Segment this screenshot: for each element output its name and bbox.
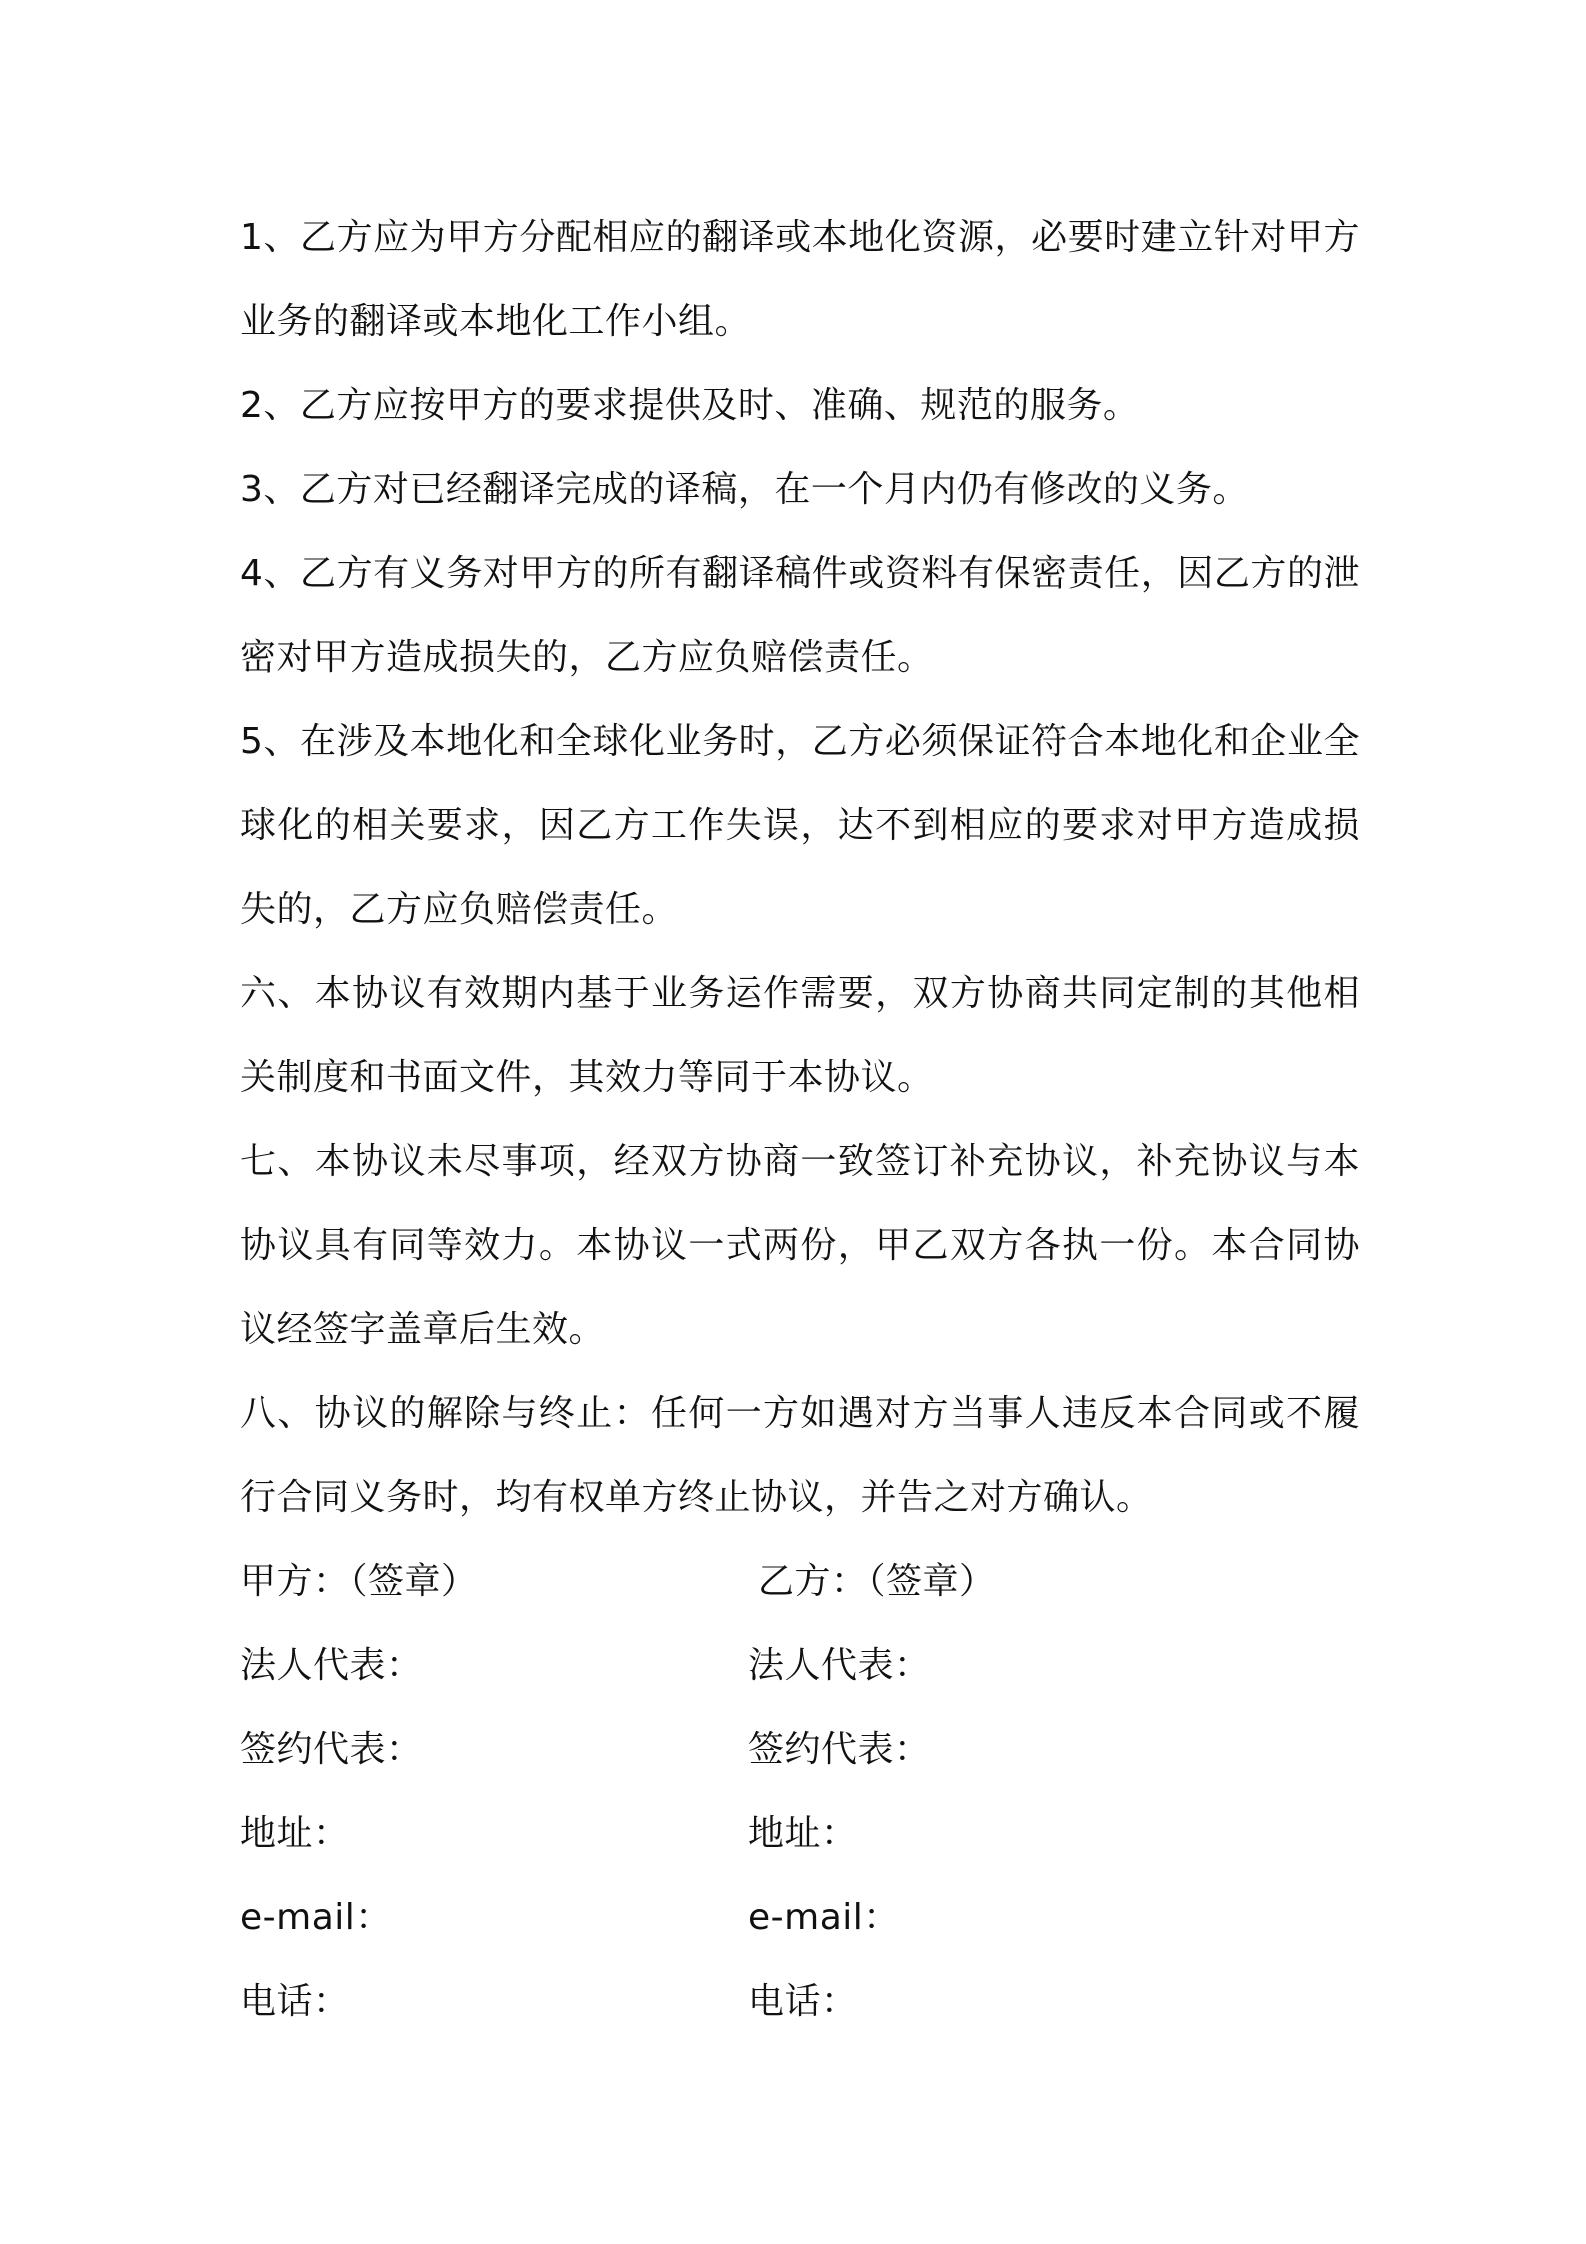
- party-a-legal-rep: 法人代表：: [240, 1645, 423, 1686]
- signature-row-signing-rep: [240, 1708, 1360, 1792]
- party-b-phone: 电话：: [748, 1981, 858, 2022]
- party-a-email: e-mail：: [240, 1897, 392, 1938]
- signature-row-email: [240, 1876, 1360, 1960]
- party-b-seal: 乙方：（签章）: [758, 1561, 996, 1602]
- party-b-legal-rep: 法人代表：: [748, 1645, 931, 1686]
- clause-1: 1、乙方应为甲方分配相应的翻译或本地化资源，必要时建立针对甲方业务的翻译或本地化工作小组。: [240, 217, 1360, 342]
- signature-row-seal: [240, 1540, 1360, 1624]
- document-body: [240, 196, 1360, 2044]
- party-a-address: 地址：: [240, 1813, 350, 1854]
- signature-row-legal-rep: [240, 1624, 1360, 1708]
- party-a-signing-rep: 签约代表：: [240, 1729, 423, 1770]
- section-8: 八、协议的解除与终止：任何一方如遇对方当事人违反本合同或不履行合同义务时，均有权单方终止协议，并告之对方确认。: [240, 1393, 1360, 1518]
- party-b-email: e-mail：: [748, 1897, 900, 1938]
- signature-block: [240, 1540, 1360, 2044]
- signature-row-phone: [240, 1960, 1360, 2044]
- party-a-phone: 电话：: [240, 1981, 350, 2022]
- clause-4: 4、乙方有义务对甲方的所有翻译稿件或资料有保密责任，因乙方的泄密对甲方造成损失的，乙方应负赔偿责任。: [240, 553, 1360, 678]
- clause-2: 2、乙方应按甲方的要求提供及时、准确、规范的服务。: [240, 385, 1140, 426]
- signature-row-address: [240, 1792, 1360, 1876]
- party-b-signing-rep: 签约代表：: [748, 1729, 931, 1770]
- clause-3: 3、乙方对已经翻译完成的译稿，在一个月内仍有修改的义务。: [240, 469, 1249, 510]
- clause-5: 5、在涉及本地化和全球化业务时，乙方必须保证符合本地化和企业全球化的相关要求，因乙方工作失误，达不到相应的要求对甲方造成损失的，乙方应负赔偿责任。: [240, 721, 1360, 930]
- section-7: 七、本协议未尽事项，经双方协商一致签订补充协议，补充协议与本协议具有同等效力。本协议一式两份，甲乙双方各执一份。本合同协议经签字盖章后生效。: [240, 1141, 1360, 1350]
- section-6: 六、本协议有效期内基于业务运作需要，双方协商共同定制的其他相关制度和书面文件，其效力等同于本协议。: [240, 973, 1360, 1098]
- party-a-seal: 甲方：（签章）: [240, 1561, 478, 1602]
- party-b-address: 地址：: [748, 1813, 858, 1854]
